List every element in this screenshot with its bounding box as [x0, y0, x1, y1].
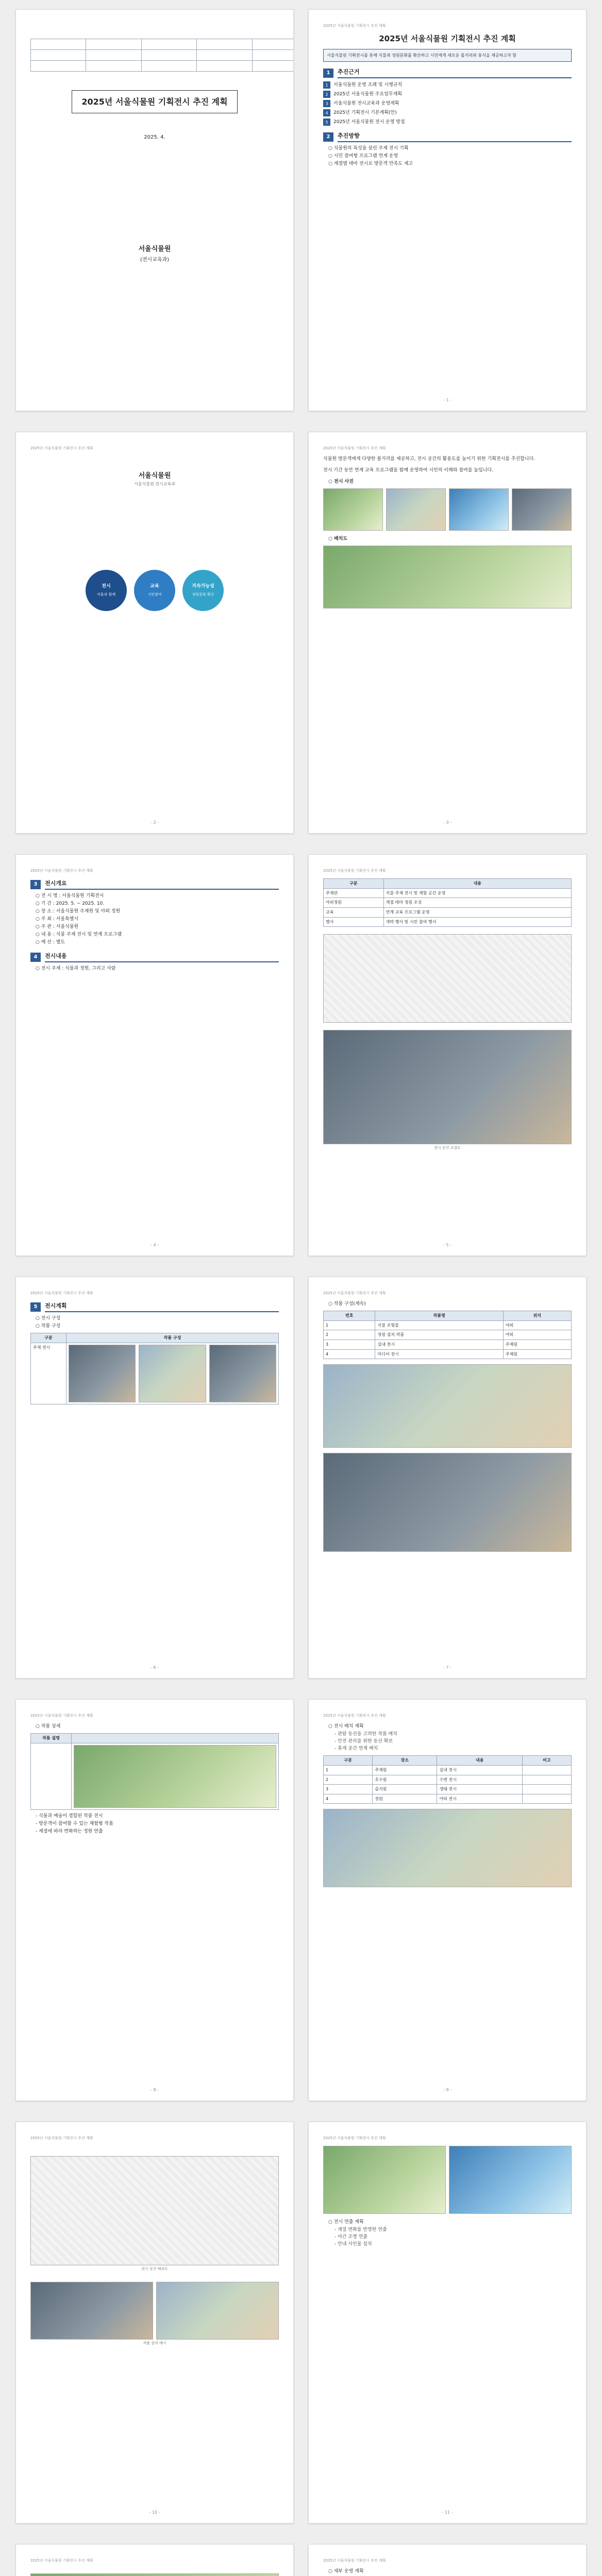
- page-13: [15, 2544, 294, 2576]
- section-name: 전시개요: [45, 879, 279, 890]
- artwork-image: [69, 1345, 136, 1402]
- page-header: 2025년 서울식물원 기획전시 추진 계획: [30, 1291, 93, 1295]
- page-6: [308, 854, 587, 1256]
- photo: [323, 488, 383, 531]
- section-number: 5: [30, 1302, 41, 1312]
- table-row: 3 습지원 생태 전시: [324, 1785, 572, 1794]
- list-item: ○ 세부 운영 계획: [328, 2569, 364, 2574]
- page-number: - 5 -: [443, 1243, 452, 1248]
- page-8: [308, 1277, 587, 1679]
- table-row: 주제관 식물 주제 전시 및 체험 공간 운영: [324, 888, 572, 898]
- page-2: [308, 9, 587, 411]
- page-header: 2025년 서울식물원 기획전시 추진 계획: [323, 1714, 386, 1718]
- page-number: - 8 -: [150, 2088, 159, 2093]
- page-title: 2025년 서울식물원 기획전시 추진 계획: [379, 34, 516, 44]
- page-11: [15, 2122, 294, 2523]
- photo: [156, 2282, 279, 2340]
- photo-row: [323, 488, 572, 531]
- table-row: 4 미디어 전시 주제원: [324, 1349, 572, 1359]
- page-header: 2025년 서울식물원 기획전시 추진 계획: [323, 869, 386, 873]
- photo: [449, 488, 509, 531]
- section-number: 1: [323, 69, 333, 78]
- table-row: 1 주제원 실내 전시: [324, 1765, 572, 1775]
- list-item: - 휴게 공간 연계 배치: [335, 1746, 378, 1752]
- table-row: 2 호수원 수변 전시: [324, 1775, 572, 1785]
- cover-dept: (전시교육과): [140, 257, 170, 263]
- list-item: - 방문객이 참여할 수 있는 체험형 작품: [36, 1821, 113, 1826]
- placement-table: 구분 장소 내용 비고 1 주제원 실내 전시 2 호수원 수변 전시 3 습지원 생태 전시 4 정원 야외 전시: [323, 1755, 572, 1804]
- page-header: 2025년 서울식물원 기획전시 추진 계획: [30, 2136, 93, 2140]
- circle-2: 교육 시민참여: [134, 570, 175, 611]
- layout-image: [323, 546, 572, 608]
- section-name: 전시계획: [45, 1302, 279, 1312]
- list-item: 3 서울식물원 전시교육과 운영계획: [323, 100, 572, 107]
- section-number: 3: [30, 880, 41, 889]
- photo-row: [323, 2146, 572, 2214]
- approval-table: [30, 39, 294, 72]
- page-number: - 4 -: [150, 1243, 159, 1248]
- section-name: 추진근거: [338, 68, 572, 78]
- list-item: ○ 작품 구성: [36, 1324, 61, 1329]
- page-9: [15, 1699, 294, 2101]
- table-row: 1 식물 조형물 야외: [324, 1320, 572, 1330]
- page-header: 2025년 서울식물원 기획전시 추진 계획: [323, 446, 386, 450]
- table-row: 4 정원 야외 전시: [324, 1794, 572, 1804]
- section-2: [323, 132, 572, 142]
- plan-label: ○ 배치도: [328, 536, 348, 542]
- list-item: - 안전 관리를 위한 동선 확보: [335, 1739, 393, 1744]
- section-number: 4: [30, 953, 41, 962]
- artwork-list-table: 번호 작품명 위치 1 식물 조형물 야외 2 정원 설치 작품 야외 3 실내 전시 주제원 4 미디어 전시 주제원: [323, 1311, 572, 1359]
- section-4: [30, 952, 279, 962]
- page-header: 2025년 서울식물원 기획전시 추진 계획: [30, 1714, 93, 1718]
- photo: [323, 2146, 446, 2214]
- page-number: - 9 -: [443, 2088, 452, 2093]
- list-item: - 식물과 예술이 결합된 작품 전시: [36, 1813, 103, 1819]
- list-item: 5 2025년 서울식물원 전시 운영 방침: [323, 118, 572, 126]
- page-3: [15, 432, 294, 834]
- page-number: - 11 -: [442, 2510, 453, 2515]
- list-item: - 야간 조명 연출: [335, 2234, 367, 2240]
- artwork-table: 구분 작품 구성 주제 전시: [30, 1333, 279, 1404]
- list-item: - 관람 동선을 고려한 작품 배치: [335, 1732, 397, 1737]
- cover-title: 2025년 서울식물원 기획전시 추진 계획: [72, 90, 238, 113]
- list-item: ○ 주 최 : 서울특별시: [36, 917, 79, 922]
- site-plan: [323, 934, 572, 1023]
- table-row: 주제 전시: [31, 1343, 279, 1404]
- artwork-photo: [323, 1453, 572, 1552]
- paragraph: 전시 기간 동안 연계 교육 프로그램을 함께 운영하여 시민의 이해와 참여를 높입니다.: [323, 468, 493, 473]
- page-header: 2025년 서울식물원 기획전시 추진 계획: [30, 446, 93, 450]
- page-header: 2025년 서울식물원 기획전시 추진 계획: [30, 2558, 93, 2563]
- list-item: 1 서울식물원 운영 조례 및 시행규칙: [323, 81, 572, 89]
- paragraph: 식물원 방문객에게 다양한 볼거리를 제공하고, 전시 공간의 활용도를 높이기 위한 기획전시를 추진합니다.: [323, 456, 536, 462]
- page-header: 2025년 서울식물원 기획전시 추진 계획: [323, 1291, 386, 1295]
- org-name: 서울식물원: [138, 472, 171, 480]
- table-row: 2 정원 설치 작품 야외: [324, 1330, 572, 1340]
- section-3: [30, 879, 279, 890]
- summary-note: 서울식물원 기획전시를 통해 식물과 정원문화를 확산하고 시민에게 새로운 볼거리와 휴식을 제공하고자 함: [323, 49, 572, 62]
- section-name: 전시내용: [45, 952, 279, 962]
- circle-1: 전시 식물과 함께: [86, 570, 127, 611]
- page-7: [15, 1277, 294, 1679]
- table-row: 야외정원 계절 테마 정원 조성: [324, 898, 572, 908]
- section-5: [30, 1302, 279, 1312]
- page-4: [308, 432, 587, 834]
- org-caption: 서울식물원 전시교육과: [134, 481, 175, 486]
- artwork-image: [74, 1745, 276, 1808]
- list-item: - 계절 변화를 반영한 연출: [335, 2227, 387, 2233]
- list-item: ○ 식물원의 특성을 살린 주제 전시 기획: [328, 146, 409, 151]
- list-item: ○ 시민 참여형 프로그램 연계 운영: [328, 154, 398, 159]
- image-caption: 전시 공간 배치도: [141, 2267, 168, 2272]
- list-item: ○ 전시 배치 계획: [328, 1724, 364, 1730]
- list-item: ○ 작품 구성(계속): [328, 1301, 366, 1307]
- page-header: 2025년 서울식물원 기획전시 추진 계획: [323, 2136, 386, 2140]
- artwork-image: [139, 1345, 206, 1402]
- page-number: - 7 -: [443, 1665, 452, 1670]
- aerial-image: [323, 1030, 572, 1144]
- cover-org: 서울식물원: [138, 245, 171, 253]
- table-row: [31, 1743, 279, 1809]
- page-number: - 3 -: [443, 820, 452, 825]
- list-item: ○ 주 관 : 서울식물원: [36, 924, 79, 930]
- list-item: ○ 전 시 명 : 서울식물원 기획전시: [36, 893, 104, 899]
- photo-label: ○ 전시 사진: [328, 479, 354, 485]
- list-item: 2 2025년 서울식물원 주요업무계획: [323, 91, 572, 98]
- photo: [449, 2146, 572, 2214]
- list-item: ○ 내 용 : 식물 주제 전시 및 연계 프로그램: [36, 932, 122, 938]
- site-map: [30, 2156, 279, 2265]
- table-row: 교육 연계 교육 프로그램 운영: [324, 907, 572, 917]
- list-item: ○ 전시 구성: [36, 1316, 61, 1321]
- cover-date: 2025. 4.: [144, 134, 165, 141]
- basis-list: [323, 81, 572, 126]
- outdoor-photo: [30, 2573, 279, 2576]
- photo-row: [30, 2282, 279, 2340]
- image-caption: 전시 공간 조감도: [434, 1146, 461, 1150]
- list-item: 4 2025년 기획전시 기본계획(안): [323, 109, 572, 116]
- page-10: [308, 1699, 587, 2101]
- list-item: ○ 작품 상세: [36, 1724, 61, 1730]
- photo: [30, 2282, 153, 2340]
- list-item: - 안내 사인물 설치: [335, 2242, 372, 2247]
- list-item: - 계절에 따라 변화하는 정원 연출: [36, 1828, 103, 1834]
- image-caption: 작품 설치 예시: [143, 2341, 166, 2346]
- page-number: - 10 -: [149, 2510, 160, 2515]
- page-5: [15, 854, 294, 1256]
- artwork-detail-table: 작품 설명: [30, 1733, 279, 1810]
- vision-circles: [30, 570, 279, 611]
- section-number: 2: [323, 132, 333, 142]
- content-table: 구분 내용 주제관 식물 주제 전시 및 체험 공간 운영 야외정원 계절 테마 정원 조성 교육 연계 교육 프로그램 운영 행사 개막 행사 및 시민 참여 행사: [323, 878, 572, 927]
- page-number: - 1 -: [443, 398, 452, 403]
- page-number: - 2 -: [150, 820, 159, 825]
- page-cover: [15, 9, 294, 411]
- page-header: 2025년 서울식물원 기획전시 추진 계획: [323, 2558, 386, 2563]
- page-header: 2025년 서울식물원 기획전시 추진 계획: [323, 24, 386, 28]
- photo: [386, 488, 446, 531]
- list-item: ○ 전시 주제 : 식물과 정원, 그리고 사람: [36, 966, 116, 972]
- page-14: [308, 2544, 587, 2576]
- photo: [512, 488, 572, 531]
- page-header: 2025년 서울식물원 기획전시 추진 계획: [30, 869, 93, 873]
- table-row: 행사 개막 행사 및 시민 참여 행사: [324, 917, 572, 927]
- page-12: [308, 2122, 587, 2523]
- list-item: ○ 기 간 : 2025. 5. ~ 2025. 10.: [36, 901, 105, 907]
- page-number: - 6 -: [150, 1665, 159, 1670]
- section-1: [323, 68, 572, 78]
- table-row: 3 실내 전시 주제원: [324, 1340, 572, 1349]
- list-item: ○ 장 소 : 서울식물원 주제원 및 야외 정원: [36, 909, 121, 914]
- list-item: ○ 계절별 테마 전시로 방문객 만족도 제고: [328, 161, 413, 167]
- section-name: 추진방향: [338, 132, 572, 142]
- list-item: ○ 전시 연출 계획: [328, 2219, 364, 2225]
- diagram-image: [323, 1364, 572, 1448]
- list-item: ○ 예 산 : 별도: [36, 940, 65, 945]
- circle-3: 지속가능성 정원문화 확산: [182, 570, 224, 611]
- artwork-image: [209, 1345, 276, 1402]
- placement-image: [323, 1809, 572, 1887]
